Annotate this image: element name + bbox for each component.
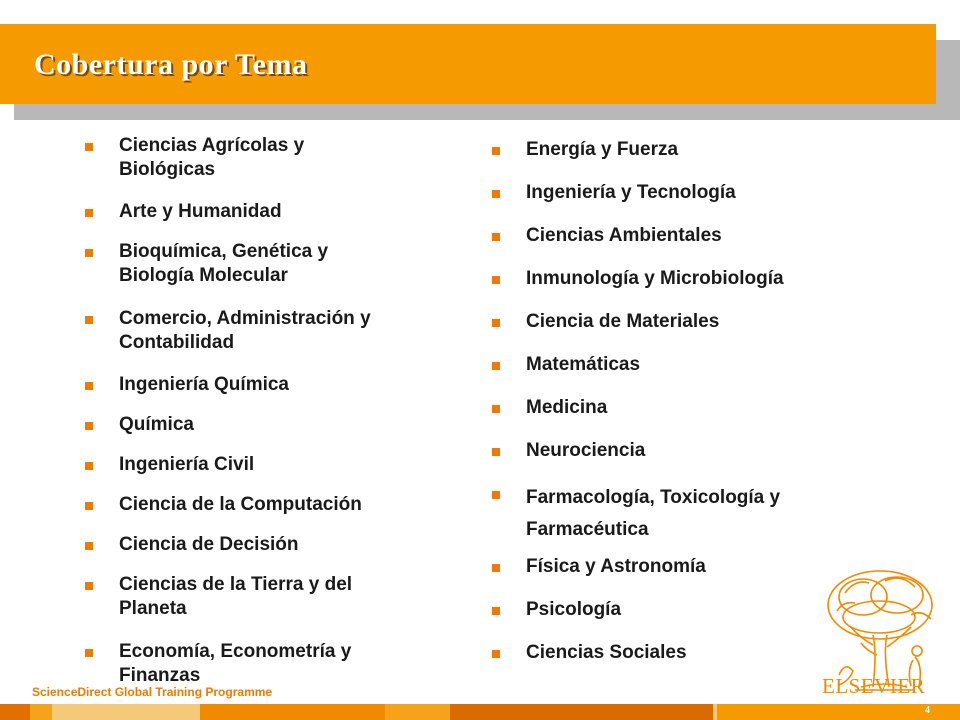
topic-label: Ciencia de Decisión xyxy=(119,534,299,555)
topic-label: Ciencias de la Tierra y del xyxy=(119,574,353,595)
topic-item xyxy=(492,181,892,205)
topic-label: Ciencias Agrícolas y xyxy=(119,135,305,156)
topic-label: Física y Astronomía xyxy=(526,556,706,577)
topic-item xyxy=(85,640,455,688)
square-bullet-icon xyxy=(492,491,500,499)
topic-label: Energía y Fuerza xyxy=(526,139,679,160)
topic-label: Neurociencia xyxy=(526,440,646,461)
square-bullet-icon xyxy=(492,319,500,327)
topic-item xyxy=(492,482,892,546)
topic-label: Planeta xyxy=(119,598,187,619)
square-bullet-icon xyxy=(85,422,93,430)
topic-label: Farmacéutica xyxy=(526,519,649,540)
topic-label: Psicología xyxy=(526,599,622,620)
topic-item xyxy=(85,453,455,477)
square-bullet-icon xyxy=(492,650,500,658)
elsevier-logo-text: ELSEVIER xyxy=(822,674,926,698)
topic-label: Comercio, Administración y xyxy=(119,308,371,329)
topic-label: Biología Molecular xyxy=(119,265,288,286)
square-bullet-icon xyxy=(85,249,93,257)
topic-item xyxy=(85,200,455,224)
square-bullet-icon xyxy=(492,607,500,615)
topic-label: Ingeniería Química xyxy=(119,374,289,395)
topic-label: Ciencia de Materiales xyxy=(526,311,720,332)
footer-segment xyxy=(385,704,450,720)
topic-item xyxy=(85,240,455,288)
slide-title: Cobertura por Tema xyxy=(34,48,308,81)
topic-label: Ingeniería y Tecnología xyxy=(526,182,736,203)
topic-item xyxy=(85,573,455,621)
topic-item xyxy=(492,310,892,334)
square-bullet-icon xyxy=(492,233,500,241)
square-bullet-icon xyxy=(85,582,93,590)
topic-item xyxy=(492,439,892,463)
topic-item xyxy=(492,224,892,248)
topic-label: Arte y Humanidad xyxy=(119,201,282,222)
footer-segment xyxy=(30,704,52,720)
program-name: ScienceDirect Global Training Programme xyxy=(32,685,273,699)
topic-label: Contabilidad xyxy=(119,332,235,353)
topic-item xyxy=(492,396,892,420)
topic-item xyxy=(492,138,892,162)
square-bullet-icon xyxy=(85,462,93,470)
topic-label: Medicina xyxy=(526,397,608,418)
topic-item xyxy=(85,493,455,517)
topic-label: Farmacología, Toxicología y xyxy=(526,487,781,508)
square-bullet-icon xyxy=(492,190,500,198)
square-bullet-icon xyxy=(492,276,500,284)
topic-item xyxy=(492,353,892,377)
footer-segment xyxy=(717,704,960,720)
footer-segment xyxy=(450,704,713,720)
topic-item xyxy=(85,307,455,355)
square-bullet-icon xyxy=(85,502,93,510)
square-bullet-icon xyxy=(492,448,500,456)
topic-item xyxy=(492,267,892,291)
footer-color-bar xyxy=(0,704,960,720)
topic-label: Ciencias Ambientales xyxy=(526,225,722,246)
footer-segment xyxy=(200,704,385,720)
topic-label: Finanzas xyxy=(119,665,201,686)
square-bullet-icon xyxy=(85,209,93,217)
topic-label: Inmunología y Microbiología xyxy=(526,268,784,289)
square-bullet-icon xyxy=(492,564,500,572)
topic-label: Matemáticas xyxy=(526,354,641,375)
topic-label: Ingeniería Civil xyxy=(119,454,255,475)
topic-label: Economía, Econometría y xyxy=(119,641,352,662)
topic-label: Ciencia de la Computación xyxy=(119,494,362,515)
topic-label: Química xyxy=(119,414,194,435)
square-bullet-icon xyxy=(492,362,500,370)
square-bullet-icon xyxy=(85,316,93,324)
square-bullet-icon xyxy=(85,649,93,657)
square-bullet-icon xyxy=(85,382,93,390)
page-number: 4 xyxy=(925,705,930,716)
square-bullet-icon xyxy=(85,542,93,550)
topic-item xyxy=(85,373,455,397)
footer-segment xyxy=(52,704,200,720)
topic-item xyxy=(85,413,455,437)
topic-label: Biológicas xyxy=(119,159,216,180)
topic-item xyxy=(85,533,455,557)
square-bullet-icon xyxy=(492,405,500,413)
square-bullet-icon xyxy=(85,143,93,151)
topic-item xyxy=(85,134,455,182)
footer-segment xyxy=(0,704,30,720)
square-bullet-icon xyxy=(492,147,500,155)
topic-label: Bioquímica, Genética y xyxy=(119,241,329,262)
topic-label: Ciencias Sociales xyxy=(526,642,687,663)
